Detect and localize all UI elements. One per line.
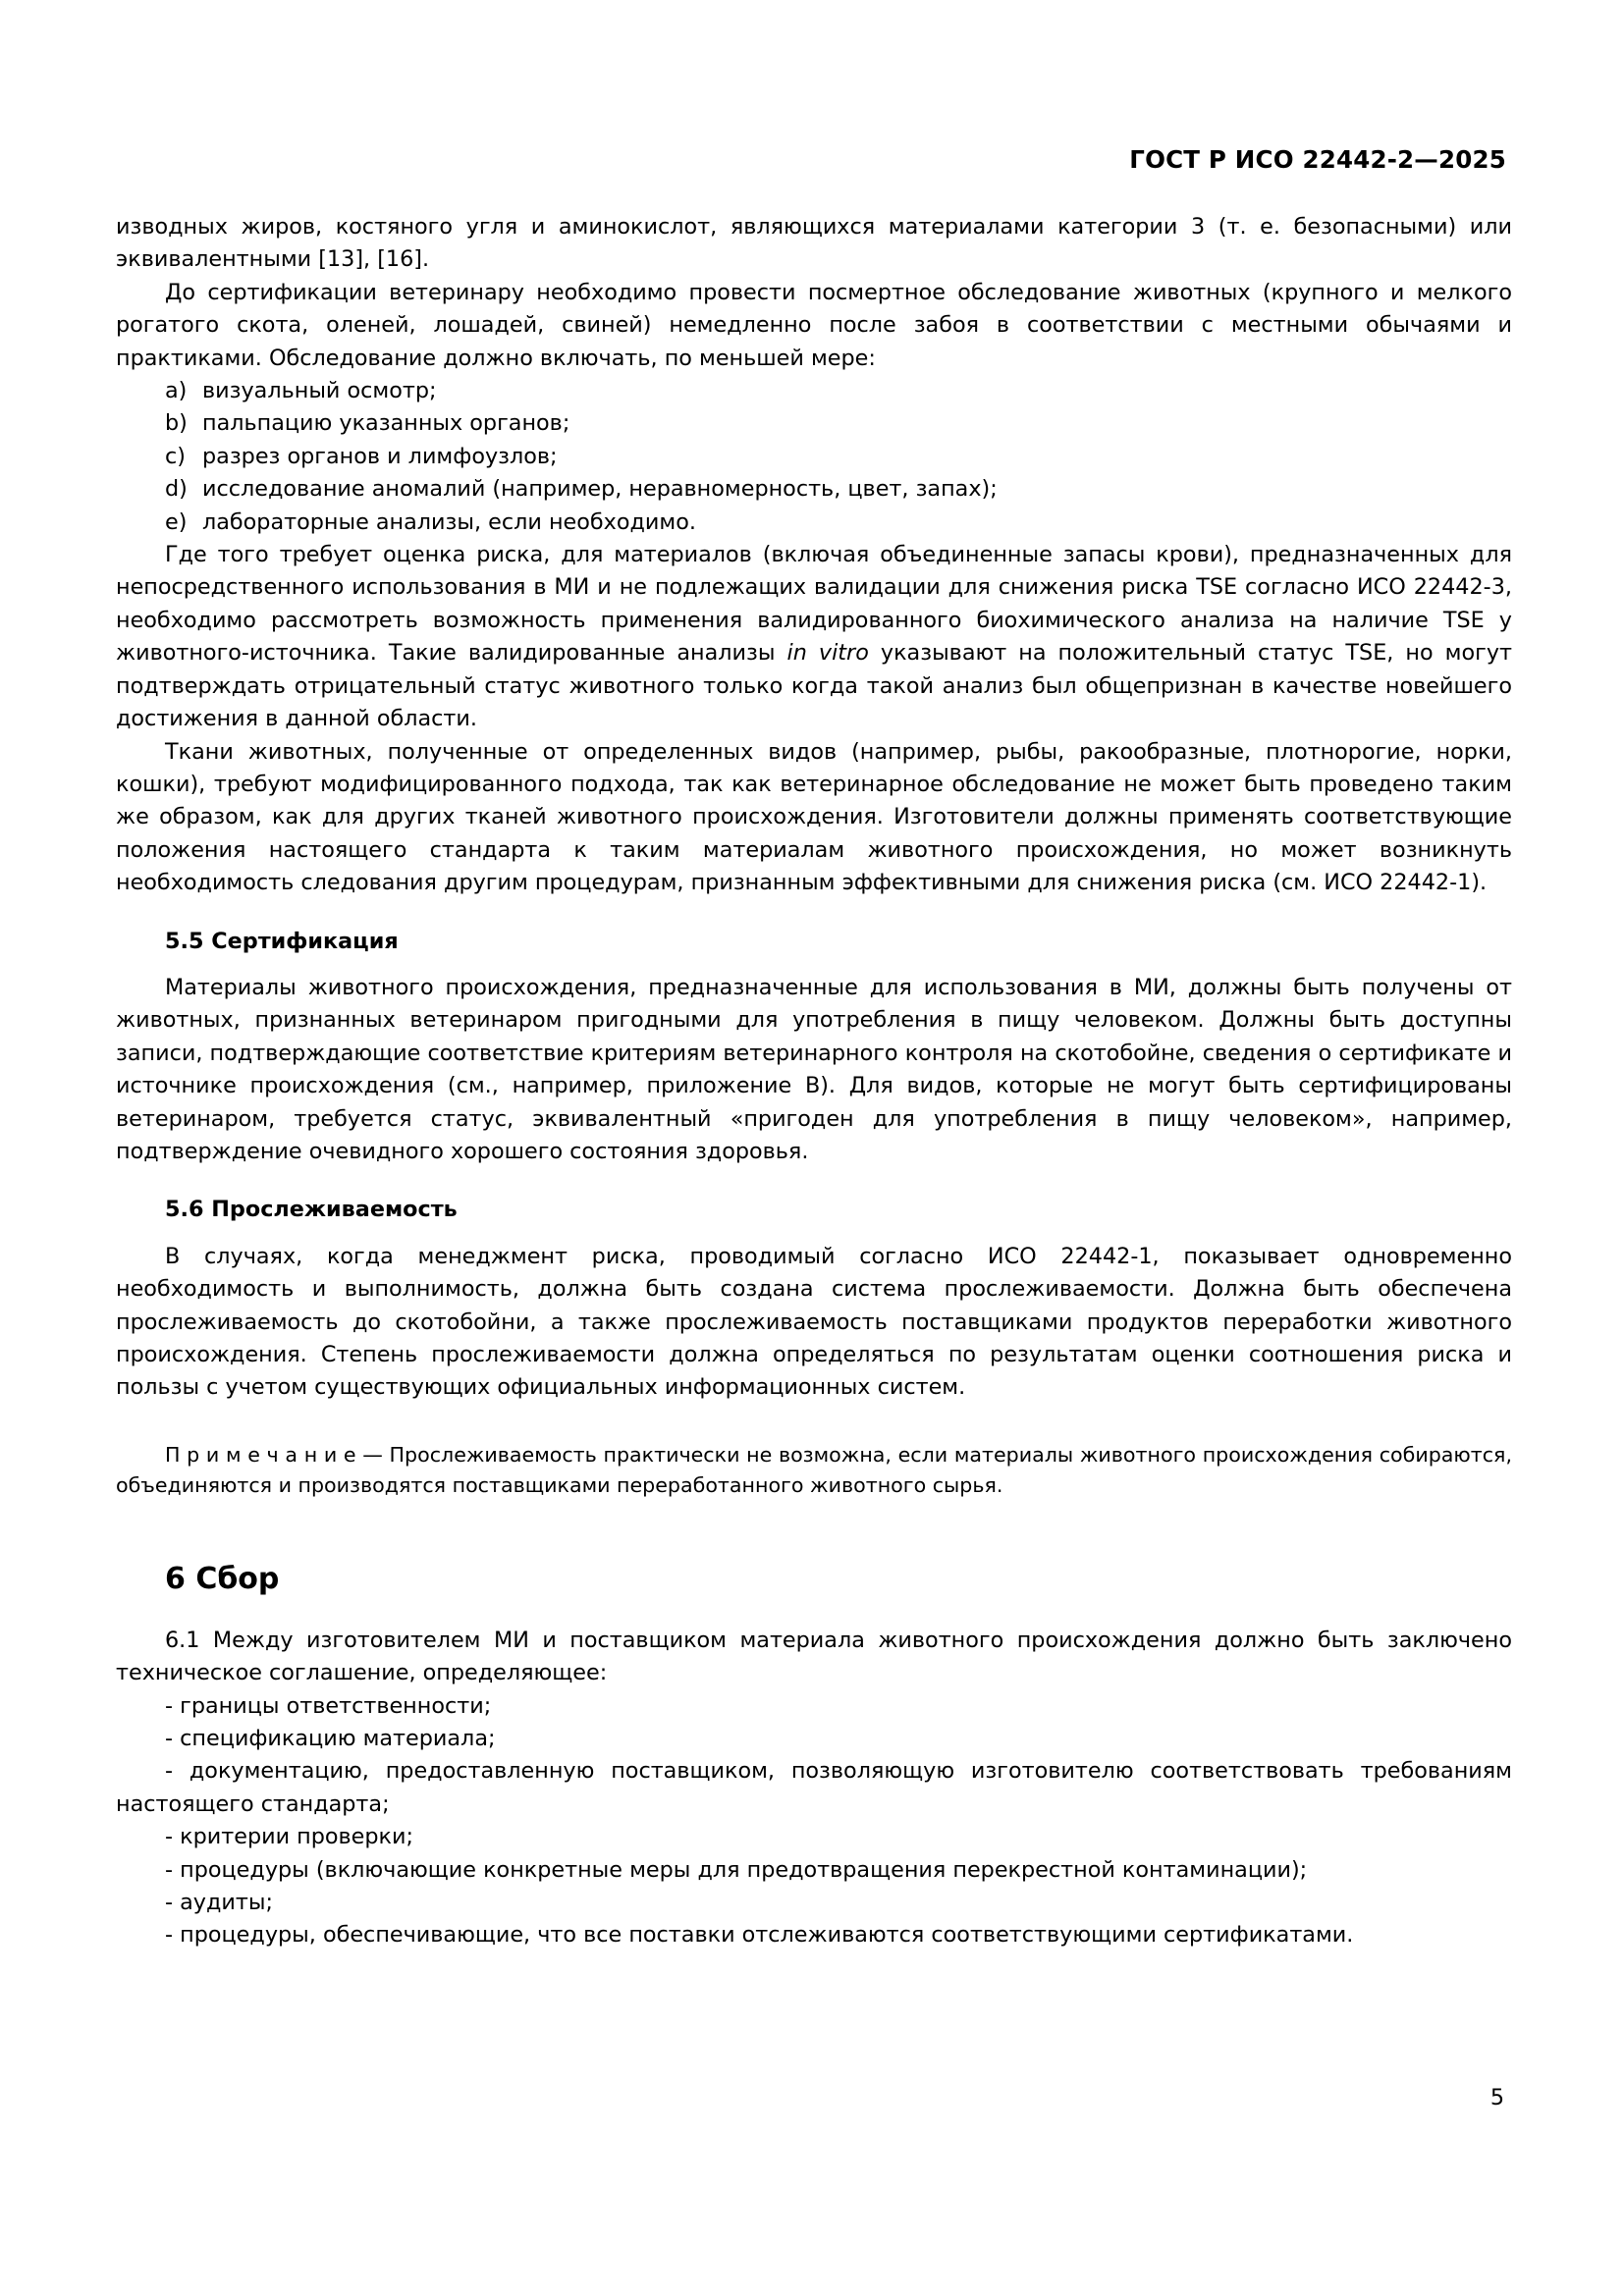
paragraph-certification-intro: До сертификации ветеринару необходимо провести посмертное обследование животных (крупного и мелкого рогатого скота, оленей, лошадей, свиней) немедленно после забоя в соответствии с местными обычаями и практиками. Обследование должно включать, по меньшей мере: <box>116 279 1512 371</box>
note-block <box>116 1440 1512 1501</box>
agreement-item: - аудиты; <box>165 1890 274 1916</box>
agreement-item: - процедуры, обеспечивающие, что все поставки отслеживаются соответствующими сертификатами. <box>165 1922 1354 1949</box>
page-content <box>116 211 1512 1952</box>
list-item <box>116 507 1512 539</box>
page-header: ГОСТ Р ИСО 22442-2—2025 <box>1129 145 1506 174</box>
paragraph-risk-assessment <box>116 539 1512 735</box>
list-marker: c) <box>165 443 186 469</box>
list-text: разрез органов и лимфоузлов; <box>202 443 558 469</box>
paragraph-5-5: Материалы животного происхождения, предназначенные для использования в МИ, должны быть получены от животных, признанных ветеринаром пригодными для употребления в пищу человеком. Должны быть доступны записи, подтверждающие соответствие критериям ветеринарного контроля на скотобойне, сведения о сертификате и источнике происхождения (см., например, приложение В). Для видов, которые не могут быть сертифицированы ветеринаром, требуется статус, эквивалентный «пригоден для употребления в пищу человеком», например, подтверждение очевидного хорошего состояния здоровья. <box>116 974 1512 1164</box>
list-marker: b) <box>165 410 188 437</box>
list-text: визуальный осмотр; <box>202 378 437 404</box>
list-marker: d) <box>165 476 188 503</box>
agreement-item: - документацию, предоставленную поставщиком, позволяющую изготовителю соответствовать требованиям настоящего стандарта; <box>116 1758 1512 1817</box>
list-marker: a) <box>165 378 188 404</box>
paragraph-5-6: В случаях, когда менеджмент риска, проводимый согласно ИСО 22442-1, показывает одновременно необходимость и выполнимость, должна быть создана система прослеживаемости. Должна быть обеспечена прослеживаемость до скотобойни, а также прослеживаемость поставщиками продуктов переработки животного происхождения. Степень прослеживаемости должна определяться по результатам оценки соотношения риска и пользы с учетом существующих официальных информационных систем. <box>116 1243 1512 1401</box>
agreement-item: - критерии проверки; <box>165 1824 414 1850</box>
section-heading-5-5: 5.5 Сертификация <box>165 928 399 954</box>
paragraph-species: Ткани животных, полученные от определенных видов (например, рыбы, ракообразные, плотнорогие, норки, кошки), требуют модифицированного подхода, так как ветеринарное обследование не может быть проведено таким же образом, как для других тканей животного происхождения. Изготовители должны применять соответствующие положения настоящего стандарта к таким материалам животного происхождения, но может возникнуть необходимость следования другим процедурам, признанным эффективными для снижения риска (см. ИСО 22442-1). <box>116 738 1512 896</box>
list-item <box>116 473 1512 506</box>
paragraph-continuation: изводных жиров, костяного угля и аминокислот, являющихся материалами категории 3 (т. е. безопасными) или эквивалентными [13], [16]. <box>116 214 1512 273</box>
agreement-item: - спецификацию материала; <box>165 1726 496 1752</box>
list-item <box>116 375 1512 407</box>
in-vitro-italic: in vitro <box>786 640 869 667</box>
page-number: 5 <box>1489 2085 1504 2110</box>
risk-text-part1: Где того требует оценка риска, для материалов (включая объединенные запасы крови), предназначенных для непосредственного использования в МИ и не подлежащих валидации для снижения риска TSE согласно ИСО 22442-3, необходимо рассмотреть возможность применения валидированного биохимического анализа на наличие TSE у животного-источника. Такие валидированные анализы <box>116 542 1512 667</box>
paragraph-6-1: 6.1 Между изготовителем МИ и поставщиком материала животного происхождения должно быть заключено техническое соглашение, определяющее: <box>116 1627 1512 1686</box>
clause-heading-6: 6 Сбор <box>165 1561 280 1596</box>
list-text: исследование аномалий (например, неравномерность, цвет, запах); <box>202 476 998 503</box>
risk-text-part2: указывают на положительный статус TSE, но могут подтверждать отрицательный статус животного только когда такой анализ был общепризнан в качестве новейшего достижения в данной области. <box>116 640 1513 732</box>
section-heading-5-6: 5.6 Прослеживаемость <box>165 1197 458 1223</box>
list-marker: e) <box>165 508 188 535</box>
agreement-item: - границы ответственности; <box>165 1692 492 1719</box>
list-item <box>116 407 1512 440</box>
note-label: П р и м е ч а н и е — <box>165 1442 383 1467</box>
list-text: пальпацию указанных органов; <box>202 410 570 437</box>
agreement-item: - процедуры (включающие конкретные меры для предотвращения перекрестной контаминации); <box>165 1856 1308 1883</box>
list-item <box>116 441 1512 473</box>
list-text: лабораторные анализы, если необходимо. <box>202 508 696 535</box>
note-text: Прослеживаемость практически не возможна, если материалы животного происхождения собираются, объединяются и производятся поставщиками переработанного животного сырья. <box>116 1442 1512 1497</box>
